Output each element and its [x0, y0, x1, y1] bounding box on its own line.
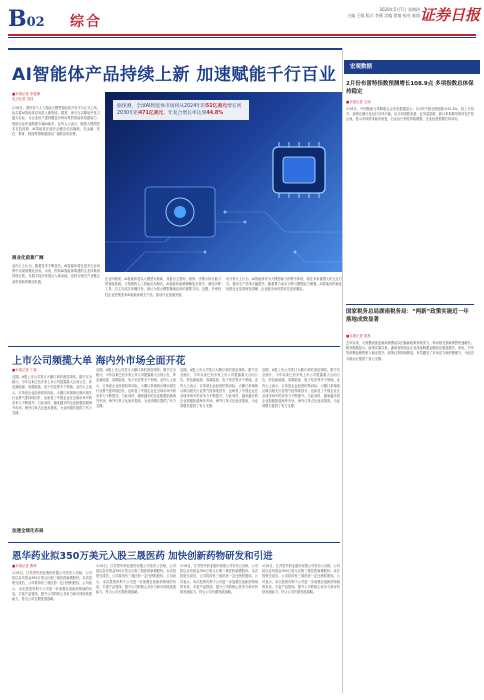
right-text-2: 去年以来，大规模设备更新和消费品以旧换新政策持续发力，带动相关领域销售快速增长。税务数据显示，政策实施以来，湖南省制造业企业设备购置金额同比明显增长，家电、汽车等消费品销售收入稳步提升，政策红利持续释放，有效激发了市场活力和消费潜力，为经济平稳运行提供了有力支撑。: [346, 341, 474, 361]
right-text-1: 1月6日，中国物流与采购联合会发布数据显示，2月份中国仓储指数为51.3%，较上月回升，表明仓储行业运行总体平稳。从分项指数来看，业务量指数、新订单指数均保持在扩张区间，显示市场需求稳步恢复，行业运行韧性持续增强，企业经营预期总体向好。: [346, 107, 474, 122]
lead-pull-quote: 据预测，全球AI智能体市场将从2024年的51亿美元增长到2030年的471亿美元，年复合增长率达到44.8%: [113, 100, 249, 120]
story3-rule: [8, 542, 340, 543]
right-rule: [346, 304, 474, 305]
lead-column-2: 在业内看来，AI智能体是以大模型为基础、具备自主感知、规划、决策与执行能力的智能系统。与传统的人工智能应用相比，AI智能体能够理解复杂指令，调用多种工具，自主完成多步骤任务，被认为是大模型落地应用的重要方向。近期，多家科技企业密集发布AI智能体相关产品，推动行业加速发展。: [105, 277, 221, 297]
story2-column-4: 近期，A股上市公司签订大额订单的消息频传。据不完全统计，今年以来已有多家上市公司披露重大合同公告，涉及新能源、高端装备、电子信息等多个领域。业内人士表示，订单是企业经营的风向标，大额订单频现反映出相关行业景气度持续回升，也彰显了中国企业在全球市场中的竞争力不断提升。与此同时，越来越多的企业积极拓展海外市场，海外订单占比逐步提高，为业绩增长提供了有力支撑。: [262, 368, 340, 409]
story2-byline: ■本报记者 丁蓉: [12, 368, 37, 372]
page-section-letter: B02: [8, 6, 45, 32]
lead-top-rule: [8, 48, 342, 50]
story3-column-1: 1月6日，江苏恩华药业股份有限公司发布公告称，公司拟以自有资金350万美元认购三晟医药新增股份。本次投资完成后，公司将持有三晟医药一定比例的股权。公司表示，本次投资有利于公司进一步加强在创新药领域的布局，丰富产品管线，提升公司的核心竞争力和可持续发展能力，符合公司长期发展战略。: [12, 571, 92, 602]
page-number: 02: [26, 15, 45, 30]
story2-column-1: 近期，A股上市公司签订大额订单的消息频传。据不完全统计，今年以来已有多家上市公司披露重大合同公告，涉及新能源、高端装备、电子信息等多个领域。业内人士表示，订单是企业经营的风向标，大额订单频现反映出相关行业景气度持续回升，也彰显了中国企业在全球市场中的竞争力不断提升。与此同时，越来越多的企业积极拓展海外市场，海外订单占比逐步提高，为业绩增长提供了有力支撑。: [12, 375, 92, 416]
lead-byline: ■本报记者 李雯珊 见习记者 刘钊: [12, 92, 41, 101]
header-rule: [8, 34, 476, 36]
header-rule-thin: [8, 37, 476, 38]
issue-info: 2020年5月7日 星期四 主编 王敏 版式 李燕 美编 徐倩 校对 陈倩: [347, 7, 420, 18]
lead-column-3: 有分析人士认为，AI智能体作为大模型能力的集中体现，将在未来重塑人机交互方式，推动生产效率大幅提升。随着算力成本下降与模型能力增强，AI智能体的商业化路径正变得愈发清晰，企业级市场有望率先迎来爆发。: [226, 277, 342, 292]
right-byline-2: ■本报记者 曾燕: [346, 334, 371, 338]
story3-column-4: 1月6日，江苏恩华药业股份有限公司发布公告称，公司拟以自有资金350万美元认购三晟医药新增股份。本次投资完成后，公司将持有三晟医药一定比例的股权。公司表示，本次投资有利于公司进一步加强在创新药领域的布局，丰富产品管线，提升公司的核心竞争力和可持续发展能力，符合公司长期发展战略。: [262, 564, 340, 595]
lead-column-1: 1月6日，国内首个人工智能大模型智能体开发平台正式上线，标志着AI智能体应用进入新阶段。据悉，该平台以降低开发门槛为目标，为企业用户提供覆盖多种场景的智能体搭建能力，帮助企业快速构建专属AI助手。业内人士表示，随着大模型技术日趋成熟，AI智能体正逐步从概念走向落地，在金融、医疗、教育、制造等领域展现出广阔的应用前景。: [12, 106, 100, 137]
right-headline-2: 国家税务总局湖南税务局：“两新”政策实施近一年 落地成效显著: [346, 309, 469, 323]
story2-column-3: 近期，A股上市公司签订大额订单的消息频传。据不完全统计，今年以来已有多家上市公司披露重大合同公告，涉及新能源、高端装备、电子信息等多个领域。业内人士表示，订单是企业经营的风向标，大额订单频现反映出相关行业景气度持续回升，也彰显了中国企业在全球市场中的竞争力不断提升。与此同时，越来越多的企业积极拓展海外市场，海外订单占比逐步提高，为业绩增长提供了有力支撑。: [180, 368, 258, 409]
story3-column-3: 1月6日，江苏恩华药业股份有限公司发布公告称，公司拟以自有资金350万美元认购三晟医药新增股份。本次投资完成后，公司将持有三晟医药一定比例的股权。公司表示，本次投资有利于公司进一步加强在创新药领域的布局，丰富产品管线，提升公司的核心竞争力和可持续发展能力，符合公司长期发展战略。: [180, 564, 258, 595]
macro-data-tag: 宏观数据: [344, 60, 480, 74]
story2-rule: [8, 346, 340, 347]
story2-column-2: 近期，A股上市公司签订大额订单的消息频传。据不完全统计，今年以来已有多家上市公司披露重大合同公告，涉及新能源、高端装备、电子信息等多个领域。业内人士表示，订单是企业经营的风向标，大额订单频现反映出相关行业景气度持续回升，也彰显了中国企业在全球市场中的竞争力不断提升。与此同时，越来越多的企业积极拓展海外市场，海外订单占比逐步提高，为业绩增长提供了有力支撑。: [96, 368, 176, 409]
story2-headline: 上市公司频揽大单 海内外市场全面开花: [12, 356, 186, 367]
lead-headline: AI智能体产品持续上新 加速赋能千行百业: [12, 65, 337, 85]
column-divider: [342, 48, 343, 693]
right-headline-1: 2月份布雷特指数预测增长108.9点 多项指数总体保持稳定: [346, 81, 474, 95]
lead-illustration: [105, 92, 343, 272]
story3-column-2: 1月6日，江苏恩华药业股份有限公司发布公告称，公司拟以自有资金350万美元认购三晟医药新增股份。本次投资完成后，公司将持有三晟医药一定比例的股权。公司表示，本次投资有利于公司进一步加强在创新药领域的布局，丰富产品管线，提升公司的核心竞争力和可持续发展能力，符合公司长期发展战略。: [96, 564, 176, 595]
newspaper-logo: 证券日报: [420, 6, 481, 24]
story2-subhead: 加速全球化布局: [12, 529, 44, 534]
lead-column-1b: 业内人士认为，随着技术不断迭代，AI智能体将在更多行业场景中实现规模化应用。未来，围绕AI智能体构建的生态体系将持续完善，为数字经济发展注入新动能，也将为相关产业链企业带来新的增长机遇。: [12, 264, 100, 284]
story3-byline: ■本报记者 曹琦: [12, 564, 37, 568]
lead-subhead: 商业化前景广阔: [12, 256, 44, 261]
section-name: 综合: [70, 14, 102, 30]
right-byline-1: ■本报记者 王丽: [346, 100, 371, 104]
story3-headline: 恩华药业拟350万美元入股三晟医药 加快创新药物研发和引进: [12, 551, 273, 562]
